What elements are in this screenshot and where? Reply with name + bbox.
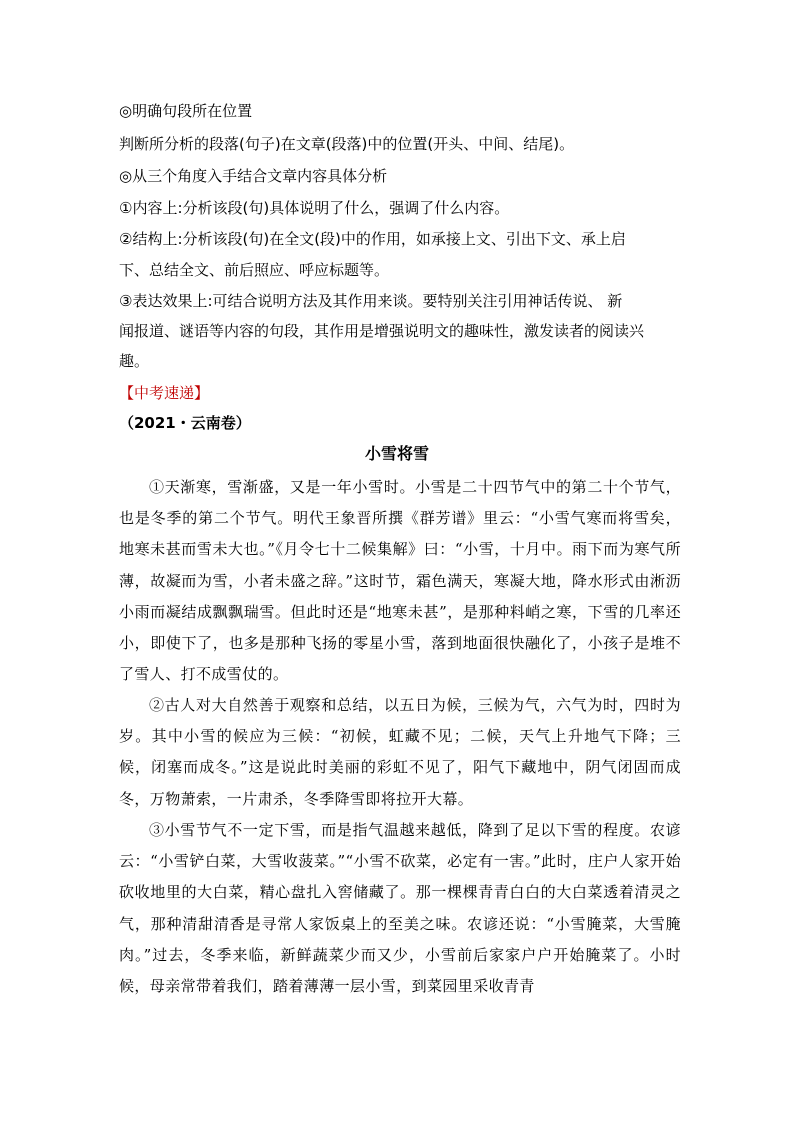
guide-point-effect-line3: 趣。 <box>119 352 150 370</box>
source-label: （2021・云南卷） <box>119 414 251 432</box>
guide-point-structure-line1: ②结构上:分析该段(句)在全文(段)中的作用，如承接上文、引出下文、承上启 <box>119 230 626 248</box>
article-paragraph-3: ③小雪节气不一定下雪，而是指气温越来越低，降到了足以下雪的程度。农谚云：“小雪铲白菜，大雪收菠菜。”“小雪不砍菜，必定有一害。”此时，庄户人家开始砍收地里的大白菜，精心盘扎入窖储藏了。那一棵棵青青白白的大白菜透着清灵之气，那种清甜清香是寻常人家饭桌上的至美之味。农谚还说：“小雪腌菜，大雪腌肉。”过去，冬季来临，新鲜蔬菜少而又少，小雪前后家家户户开始腌菜了。小时候，母亲常带着我们，踏着薄薄一层小雪，到菜园里采收青青 <box>119 821 681 996</box>
guide-point-structure-line2: 下、总结全文、前后照应、呼应标题等。 <box>119 261 390 279</box>
article-paragraph-2: ②古人对大自然善于观察和总结，以五日为候，三候为气，六气为时，四时为岁。其中小雪的候应为三候：“初候，虹藏不见；二候，天气上升地气下降；三候，闭塞而成冬。”这是说此时美丽的彩虹不见了，阳气下藏地中，阴气闭固而成冬，万物萧索，一片肃杀，冬季降雪即将拉开大幕。 <box>119 696 681 808</box>
guide-point-content: ①内容上:分析该段(句)具体说明了什么，强调了什么内容。 <box>119 199 510 217</box>
guide-heading-position: ◎明确句段所在位置 <box>119 102 253 120</box>
guide-heading-angles: ◎从三个角度入手结合文章内容具体分析 <box>119 167 388 185</box>
guide-point-effect-line1: ③表达效果上:可结合说明方法及其作用来谈。要特别关注引用神话传说、 新 <box>119 292 623 310</box>
guide-text-position: 判断所分析的段落(句子)在文章(段落)中的位置(开头、中间、结尾)。 <box>119 135 575 153</box>
guide-point-effect-line2: 闻报道、谜语等内容的句段，其作用是增强说明文的趣味性，激发读者的阅读兴 <box>119 322 645 340</box>
article-paragraph-1: ①天渐寒，雪渐盛，又是一年小雪时。小雪是二十四节气中的第二十个节气，也是冬季的第二个节气。明代王象晋所撰《群芳谱》里云：“小雪气寒而将雪矣，地寒未甚而雪未大也。”《月令七十二候集解》曰：“小雪，十月中。雨下而为寒气所薄，故凝而为雪，小者未盛之辞。”这时节，霜色满天，寒凝大地，降水形式由淅沥小雨而凝结成飘飘瑞雪。但此时还是“地寒未甚”，是那种料峭之寒，下雪的几率还小，即使下了，也多是那种飞扬的零星小雪，落到地面很快融化了，小孩子是堆不了雪人、打不成雪仗的。 <box>119 478 681 684</box>
section-label: 【中考速递】 <box>119 384 210 402</box>
article-title: 小雪将雪 <box>364 444 429 463</box>
